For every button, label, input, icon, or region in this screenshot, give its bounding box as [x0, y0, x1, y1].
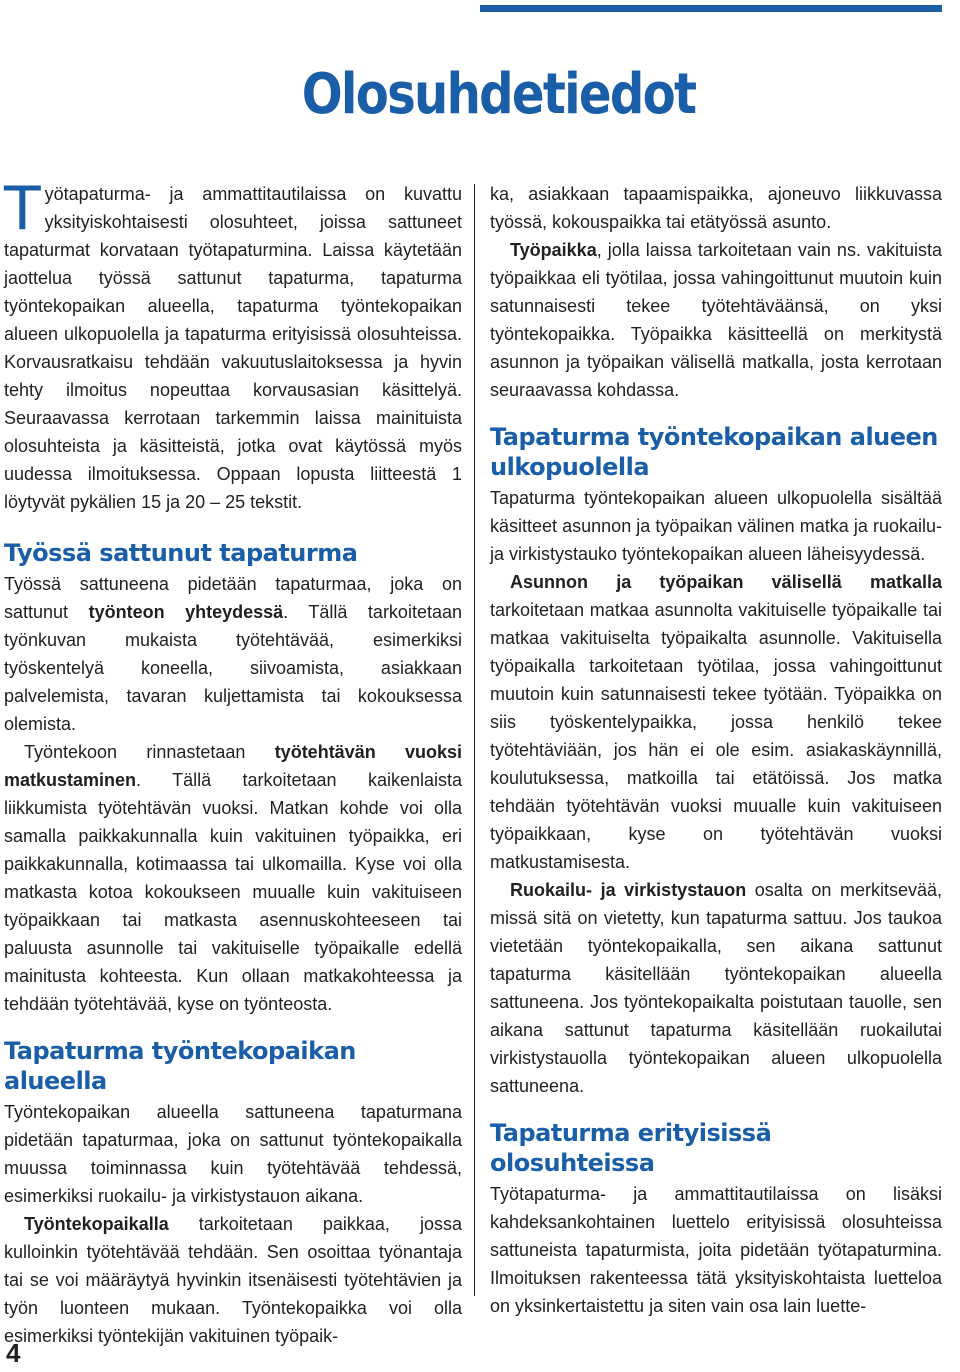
- page-number: 4: [6, 1338, 21, 1368]
- paragraph: [4, 570, 462, 738]
- intro-paragraph: [4, 174, 462, 516]
- intro-text: yötapaturma- ja ammattitautilaissa on kuvattu yksityiskohtaisesti olosuhteet, joissa sattuneet tapaturmat korvataan työtapaturmina. Laissa käytetään jaottelua työssä sattunut tapaturma, tapaturma työntekopaikan alueella, tapaturma työntekopaikan alueen ulkopuolella ja tapaturma erityisissä olosuhteissa. Korvausratkaisu tehdään vakuutuslaitoksessa ja hyvin tehty ilmoitus nopeuttaa korvausasian käsittelyä. Seuraavassa kerrotaan tarkemmin laissa mainituista olosuhteista ja käsitteistä, jotka ovat käytössä myös uudessa ilmoituksessa. Oppaan lopusta liitteestä 1 löytyvät pykälien 15 ja 20 – 25 tekstit.: [4, 184, 462, 512]
- text: osalta on merkitsevää, missä sitä on vietetty, kun tapaturma sattuu. Jos taukoa vietetään työntekopaikalla, sen aikana sattunut tapaturma käsitellään työntekopaikan alueella sattuneena. Jos työntekopaikalta poistutaan tauolle, sen aikana sattunut tapaturma käsitellään ruokailutai virkistystauolla työntekopaikan alueen ulkopuolella sattuneena.: [490, 880, 942, 1096]
- paragraph: ka, asiakkaan tapaamispaikka, ajoneuvo liikkuvassa työssä, kokouspaikka tai etätyössä asunto.: [490, 184, 942, 232]
- drop-cap: T: [4, 174, 41, 244]
- paragraph: [490, 236, 942, 404]
- right-column: [490, 180, 942, 1320]
- bold-term: Työntekopaikalla: [24, 1214, 169, 1234]
- bold-term: työtehtävän vuoksi matkustaminen: [4, 742, 463, 790]
- heading-erityisissa-olosuhteissa: Tapaturma erityisissä olosuhteissa: [490, 1119, 772, 1177]
- left-column: [4, 174, 463, 1350]
- text: . Tällä tarkoitetaan työnkuvan mukaista työtehtävää, esimerkiksi työskentelyä koneella, siivoamista, asiakkaan palvelemista, tavaran kuljettamista tai kokouksessa olemista.: [4, 602, 462, 734]
- heading-tyossa-sattunut: Työssä sattunut tapaturma: [4, 539, 358, 567]
- text: Työssä sattuneena pidetään tapaturmaa, joka on sattunut: [4, 574, 462, 622]
- bold-term: Ruokailu- ja virkistystauon: [510, 880, 747, 900]
- heading-tyontekopaikan-alueella: Tapaturma työntekopaikan alueella: [4, 1037, 356, 1095]
- heading-alueen-ulkopuolella: Tapaturma työntekopaikan alueen ulkopuolella: [490, 423, 938, 481]
- paragraph: Työtapaturma- ja ammattitautilaissa on lisäksi kahdeksankohtainen luettelo erityisissä olosuhteissa sattuneista tapaturmista, joita pidetään työtapaturmina. Ilmoituksen rakenteessa tätä yksityiskohtaista luetteloa on yksinkertaistettu ja siten vain osa lain luette-: [490, 1184, 942, 1316]
- bold-term: Asunnon ja työpaikan välisellä matkalla: [510, 572, 942, 592]
- text: tarkoitetaan matkaa asunnolta vakituiselle työpaikalle tai matkaa vakituiselta työpaikalta asunnolle. Vakituisella työpaikalla tarkoitetaan työtilaa, jossa vahingoittunut muutoin kuin satunnaisesti tekee työtään. Työpaikka on siis työskentelypaikka, jossa henkilö tekee työtehtäviään, jos hän ei ole esim. asiakaskäynnillä, koulutuksessa, matkoilla tai etätöissä. Jos matka tehdään työtehtävän vuoksi muualle kuin vakituiseen työpaikkaan, kyse on työtehtävän vuoksi matkustamisesta.: [490, 600, 942, 872]
- column-divider: [474, 184, 475, 1296]
- paragraph: [490, 876, 942, 1100]
- bold-term: työnteon yhteydessä: [88, 602, 284, 622]
- text: . Tällä tarkoitetaan kaikenlaista liikkumista työtehtävän vuoksi. Matkan kohde voi olla samalla paikkakunnalla kuin vakituinen työpaikka, eri paikkakunnalla, kotimaassa tai ulkomailla. Kyse voi olla matkasta kotoa kokoukseen muualle kuin vakituiseen työpaikkaan tai matkasta asennuskohteeseen tai paluusta asunnolle tai vakituiselle työpaikalle edellä mainitusta kohteesta. Kun ollaan matkakohteessa ja tehdään työtehtävää, kyse on työnteosta.: [4, 770, 462, 1014]
- text: Työntekoon rinnastetaan: [24, 742, 275, 762]
- paragraph: [490, 568, 942, 876]
- text: tarkoitetaan paikkaa, jossa kulloinkin työtehtävää tehdään. Sen osoittaa työnantaja tai se voi määräytyä hyvinkin itsenäisesti työtehtävien ja työn luonteen mukaan. Työntekopaikka voi olla esimerkiksi työntekijän vakituinen työpaik-: [4, 1214, 462, 1346]
- paragraph: Tapaturma työntekopaikan alueen ulkopuolella sisältää käsitteet asunnon ja työpaikan välinen matka ja ruokailu- ja virkistystauko työntekopaikan alueen läheisyydessä.: [490, 488, 942, 564]
- page-title: Olosuhdetiedot: [301, 62, 696, 127]
- bold-term: Työpaikka: [510, 240, 597, 260]
- top-accent-bar: [480, 5, 942, 12]
- paragraph: [4, 738, 462, 1018]
- text: , jolla laissa tarkoitetaan vain ns. vakituista työpaikkaa eli työtilaa, jossa vahingoittunut muutoin kuin satunnaisesti tekee työtehtäväänsä, on yksi työntekopaikka. Työpaikka käsitteellä on merkitystä asunnon ja työpaikan välisellä matkalla, josta kerrotaan seuraavassa kohdassa.: [490, 240, 942, 400]
- paragraph: Työntekopaikan alueella sattuneena tapaturmana pidetään tapaturmaa, joka on sattunut työntekopaikalla muussa toiminnassa kuin työtehtävää tehdessä, esimerkiksi ruokailu- ja virkistystauon aikana.: [4, 1102, 462, 1206]
- paragraph: [4, 1210, 462, 1350]
